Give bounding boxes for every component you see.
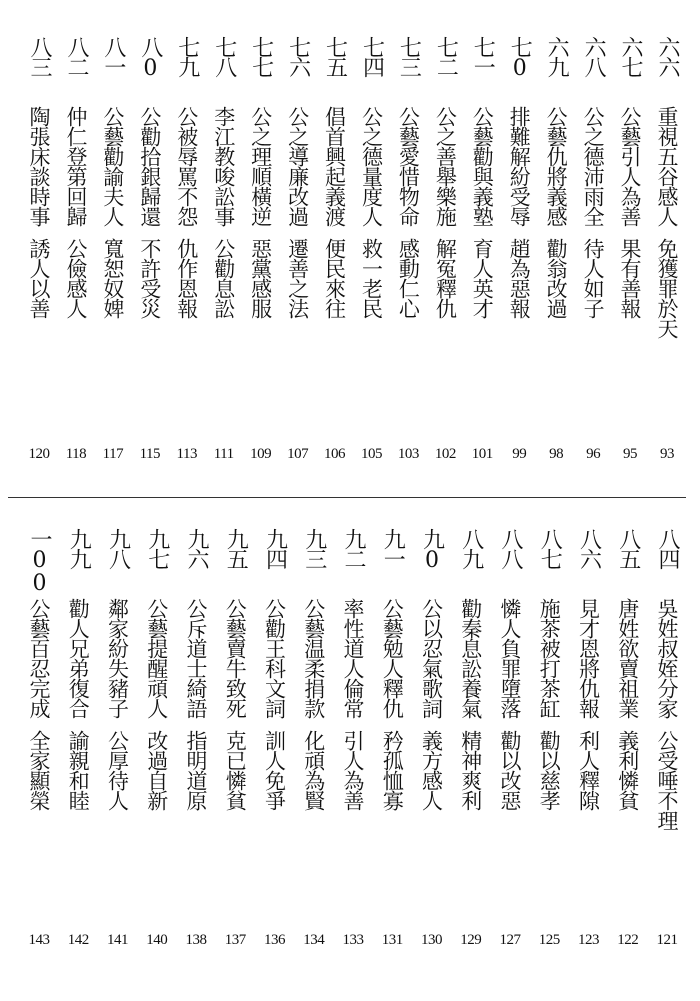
entry-title: 公藝勸諭夫人 <box>100 106 125 226</box>
entry-number: 六九 <box>544 36 570 76</box>
entry-page-number: 93 <box>659 446 674 462</box>
toc-entry <box>133 36 167 462</box>
entry-page-number: 129 <box>460 932 482 948</box>
entry-number: 六七 <box>618 36 643 76</box>
entry-subtitle: 寬恕奴婢 <box>100 238 125 318</box>
entry-page-number: 103 <box>397 446 419 462</box>
entry-title: 勸人兄弟復合 <box>66 598 91 718</box>
entry-page-number: 137 <box>224 932 246 948</box>
entry-number: 九四 <box>262 528 288 568</box>
entry-title: 公藝百忍完成 <box>27 598 51 718</box>
entry-page-number: 98 <box>549 446 564 462</box>
entry-title: 仲仁登第回歸 <box>63 106 88 226</box>
toc-entry <box>297 528 331 948</box>
entry-title: 公藝愛惜物命 <box>396 106 421 226</box>
entry-title: 公之善舉樂施 <box>433 106 458 226</box>
toc-entry <box>465 36 499 462</box>
toc-bottom-section <box>22 528 684 948</box>
entry-subtitle: 公勸息訟 <box>211 238 236 318</box>
entry-page-number: 131 <box>381 932 403 948</box>
entry-subtitle: 免獲罪於天 <box>654 238 679 338</box>
entry-title: 公藝勸與義塾 <box>470 106 495 226</box>
entry-title: 憐人負罪墮落 <box>498 598 522 718</box>
entry-subtitle: 公儉感人 <box>63 238 88 318</box>
entry-number: 六六 <box>654 36 680 76</box>
entry-page-number: 109 <box>250 446 272 462</box>
entry-page-number: 122 <box>617 932 639 948</box>
entry-page-number: 117 <box>102 446 124 462</box>
entry-number: 七六 <box>285 36 311 76</box>
entry-subtitle: 矜孤恤寡 <box>380 730 405 810</box>
toc-entry <box>258 528 292 948</box>
entry-subtitle: 感動仁心 <box>396 238 421 318</box>
entry-subtitle: 勸以慈孝 <box>537 730 562 810</box>
entry-number: 七九 <box>174 36 200 76</box>
entry-subtitle: 遷善之法 <box>285 238 310 318</box>
entry-number: 八六 <box>576 528 602 568</box>
entry-title: 公藝温柔捐款 <box>301 598 326 718</box>
entry-number: 九八 <box>105 528 131 568</box>
entry-subtitle: 指明道原 <box>184 730 208 810</box>
toc-entry <box>532 528 566 948</box>
entry-page-number: 140 <box>146 932 168 948</box>
entry-title: 公被辱罵不怨 <box>174 106 199 226</box>
entry-page-number: 106 <box>324 446 345 462</box>
toc-top-section <box>22 36 684 462</box>
entry-page-number: 121 <box>656 932 678 948</box>
entry-number: 九九 <box>66 528 92 568</box>
toc-entry <box>207 36 241 462</box>
entry-title: 公斥道士綺語 <box>184 598 208 718</box>
entry-title: 公藝提醒頑人 <box>144 598 169 718</box>
entry-title: 公之導廉改過 <box>285 106 310 226</box>
section-divider <box>8 497 686 498</box>
entry-title: 率性道人倫常 <box>341 598 365 718</box>
entry-number: 九二 <box>341 528 366 568</box>
entry-subtitle: 化頑為賢 <box>301 730 326 810</box>
entry-subtitle: 勸以改惡 <box>498 730 522 810</box>
entry-subtitle: 不許受災 <box>137 238 162 318</box>
entry-title: 勸秦息訟養氣 <box>458 598 483 718</box>
entry-subtitle: 義利憐貧 <box>615 730 640 810</box>
entry-number: 七二 <box>433 36 459 76</box>
entry-number: 八七 <box>537 528 563 568</box>
entry-number: 七四 <box>359 36 385 76</box>
entry-number: 七八 <box>211 36 237 76</box>
toc-entry <box>375 528 409 948</box>
entry-subtitle: 引人為善 <box>341 730 365 810</box>
entry-title: 倡首興起義渡 <box>322 106 347 226</box>
entry-number: 八0 <box>137 36 163 79</box>
entry-subtitle: 便民來往 <box>322 238 347 318</box>
entry-number: 九三 <box>301 528 327 568</box>
toc-entry <box>179 528 213 948</box>
toc-entry <box>354 36 388 462</box>
entry-number: 九六 <box>184 528 209 568</box>
entry-subtitle: 利人釋隙 <box>576 730 601 810</box>
entry-number: 九七 <box>144 528 170 568</box>
toc-entry <box>281 36 315 462</box>
toc-entry <box>391 36 425 462</box>
entry-page-number: 105 <box>360 446 382 462</box>
entry-number: 八四 <box>655 528 680 568</box>
entry-page-number: 115 <box>139 446 161 462</box>
entry-page-number: 120 <box>28 446 50 462</box>
entry-page-number: 99 <box>512 446 527 462</box>
entry-subtitle: 育人英才 <box>470 238 495 318</box>
entry-title: 重視五谷感人 <box>654 106 679 226</box>
entry-subtitle: 改過自新 <box>144 730 169 810</box>
entry-title: 公以忍氣歌詞 <box>419 598 444 718</box>
entry-subtitle: 精神爽利 <box>458 730 483 810</box>
entry-subtitle: 公受唾不理 <box>655 730 679 830</box>
entry-title: 公勸拾銀歸還 <box>137 106 162 226</box>
entry-subtitle: 諭親和睦 <box>66 730 91 810</box>
toc-entry <box>539 36 573 462</box>
entry-number: 七三 <box>396 36 422 76</box>
entry-page-number: 127 <box>499 932 521 948</box>
entry-number: 八五 <box>615 528 641 568</box>
entry-page-number: 123 <box>578 932 599 948</box>
entry-title: 排難解紛受辱 <box>507 106 532 226</box>
entry-number: 九一 <box>380 528 406 568</box>
entry-title: 公藝引人為善 <box>618 106 642 226</box>
entry-number: 七七 <box>248 36 274 76</box>
entry-title: 公藝勉人釋仇 <box>380 598 405 718</box>
entry-subtitle: 待人如子 <box>581 238 606 318</box>
entry-number: 九五 <box>223 528 249 568</box>
entry-title: 吳姓叔姪分家 <box>655 598 679 718</box>
toc-entry <box>576 36 610 462</box>
toc-entry <box>59 36 93 462</box>
entry-page-number: 133 <box>342 932 364 948</box>
entry-title: 公之理順橫逆 <box>248 106 273 226</box>
entry-subtitle: 解冤釋仇 <box>433 238 458 318</box>
entry-number: 八九 <box>458 528 484 568</box>
toc-entry <box>22 528 56 948</box>
entry-page-number: 101 <box>471 446 493 462</box>
entry-title: 陶張床談時事 <box>27 106 51 226</box>
entry-number: 九0 <box>419 528 445 571</box>
toc-entry <box>650 528 684 948</box>
entry-page-number: 118 <box>65 446 87 462</box>
entry-number: 八二 <box>63 36 89 76</box>
entry-subtitle: 惡黨感服 <box>248 238 273 318</box>
toc-entry <box>650 36 684 462</box>
toc-entry <box>140 528 174 948</box>
entry-number: 八一 <box>100 36 126 76</box>
entry-number: 八八 <box>498 528 523 568</box>
entry-title: 公藝賣牛致死 <box>223 598 248 718</box>
toc-entry <box>454 528 488 948</box>
entry-subtitle: 誘人以善 <box>27 238 51 318</box>
entry-page-number: 102 <box>434 446 456 462</box>
entry-number: 八三 <box>27 36 52 76</box>
entry-page-number: 143 <box>28 932 50 948</box>
entry-title: 見才恩將仇報 <box>576 598 601 718</box>
toc-entry <box>218 528 252 948</box>
entry-subtitle: 訓人免爭 <box>262 730 287 810</box>
entry-page-number: 95 <box>623 446 637 462</box>
entry-page-number: 107 <box>287 446 309 462</box>
entry-page-number: 111 <box>213 446 234 462</box>
entry-page-number: 130 <box>421 932 442 948</box>
entry-number: 七0 <box>507 36 533 79</box>
entry-page-number: 113 <box>176 446 197 462</box>
entry-page-number: 136 <box>264 932 285 948</box>
entry-title: 公勸王科文詞 <box>262 598 287 718</box>
toc-entry <box>61 528 95 948</box>
entry-page-number: 142 <box>67 932 89 948</box>
toc-entry <box>170 36 204 462</box>
entry-title: 公之德量度人 <box>359 106 384 226</box>
toc-entry <box>318 36 352 462</box>
entry-page-number: 134 <box>303 932 325 948</box>
entry-subtitle: 趙為惡報 <box>507 238 532 318</box>
toc-entry <box>244 36 278 462</box>
entry-subtitle: 勸翁改過 <box>544 238 569 318</box>
entry-subtitle: 公厚待人 <box>105 730 130 810</box>
toc-entry <box>502 36 536 462</box>
entry-number: 六八 <box>581 36 607 76</box>
entry-page-number: 141 <box>107 932 128 948</box>
toc-entry <box>613 36 647 462</box>
toc-entry <box>101 528 135 948</box>
entry-title: 唐姓欲賣祖業 <box>615 598 640 718</box>
toc-entry <box>415 528 449 948</box>
toc-entry <box>22 36 56 462</box>
entry-subtitle: 全家顯榮 <box>27 730 51 810</box>
toc-entry <box>611 528 645 948</box>
entry-page-number: 125 <box>538 932 560 948</box>
entry-subtitle: 克已憐貧 <box>223 730 248 810</box>
entry-title: 鄰家紛失豬子 <box>105 598 130 718</box>
entry-subtitle: 仇作恩報 <box>174 238 199 318</box>
entry-number: 七五 <box>322 36 348 76</box>
entry-subtitle: 果有善報 <box>618 238 642 318</box>
entry-page-number: 138 <box>185 932 207 948</box>
toc-entry <box>336 528 370 948</box>
toc-entry <box>572 528 606 948</box>
entry-title: 李江教唆訟事 <box>211 106 236 226</box>
entry-title: 施茶被打茶缸 <box>537 598 562 718</box>
entry-number: 一00 <box>27 528 52 594</box>
entry-title: 公藝仇將義感 <box>544 106 569 226</box>
entry-subtitle: 義方感人 <box>419 730 444 810</box>
toc-entry <box>493 528 527 948</box>
entry-title: 公之德沛雨全 <box>581 106 606 226</box>
entry-subtitle: 救一老民 <box>359 238 384 318</box>
entry-page-number: 96 <box>586 446 601 462</box>
entry-number: 七一 <box>470 36 496 76</box>
toc-entry <box>96 36 130 462</box>
toc-entry <box>428 36 462 462</box>
